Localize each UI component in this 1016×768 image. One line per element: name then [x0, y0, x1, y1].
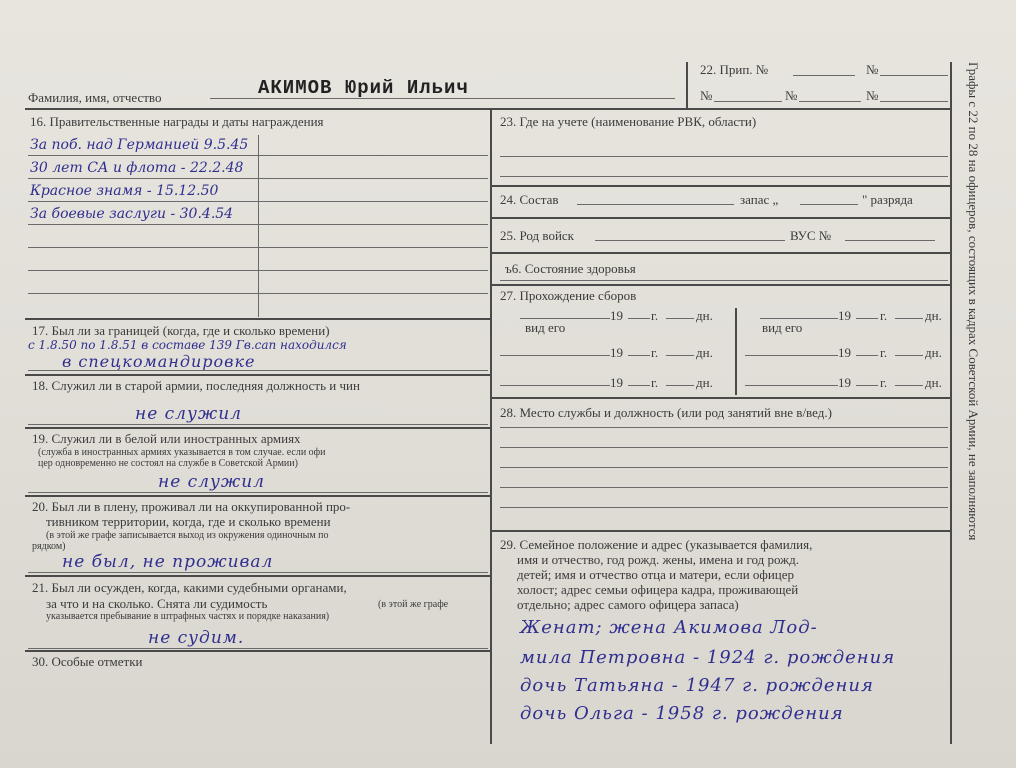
f24-rank-suffix: " разряда — [862, 192, 913, 207]
f25-label: 25. Род войск — [500, 228, 574, 243]
f18-label: 18. Служил ли в старой армии, последняя должность и чин — [32, 378, 360, 393]
f16-label: 16. Правительственные награды и даты награждения — [30, 114, 324, 129]
f16-column-divider — [258, 135, 259, 317]
fio-underline — [210, 98, 675, 99]
f29-label-line5: отдельно; адрес самого офицера запаса) — [517, 597, 739, 612]
f19-label: 19. Служил ли в белой или иностранных армиях — [32, 431, 301, 446]
f20-note-line1: (в этой же графе записывается выход из окружения одиночным по — [46, 530, 329, 541]
f27-kind-left: вид его — [525, 320, 566, 335]
f18-value: не служил — [135, 404, 242, 424]
center-divider — [490, 108, 492, 744]
f17-label: 17. Был ли за границей (когда, где и сколько времени) — [32, 323, 330, 338]
f28-label: 28. Место службы и должность (или род занятий вне в/вед.) — [500, 405, 832, 420]
f29-value-line3: дочь Татьяна - 1947 г. рождения — [520, 675, 874, 696]
f19-note-line1: (служба в иностранных армиях указывается в том случае. если офи — [38, 447, 326, 458]
f26-label: ъ6. Состояние здоровья — [505, 261, 636, 276]
f29-value-line2: мила Петровна - 1924 г. рождения — [520, 647, 896, 668]
award-1: За поб. над Германией 9.5.45 — [30, 137, 249, 153]
f25-vus: ВУС № — [790, 228, 832, 243]
f20-label-line1: 20. Был ли в плену, проживал ли на оккупированной про- — [32, 499, 351, 514]
f29-label-line4: холост; адрес семьи офицера кадра, проживающей — [517, 582, 799, 597]
side-note: Графы с 22 по 28 на офицеров, состоящих в кадрах Советской Армии, не заполняются — [966, 62, 981, 541]
f19-note-line2: цер одновременно не состоял на службе в Советской Армии) — [38, 458, 298, 469]
f21-label-line2: за что и на сколько. Снята ли судимость — [46, 596, 268, 611]
f20-label-line2: тивником территории, когда, где и сколько времени — [46, 514, 331, 529]
f29-label-line3: детей; имя и отчество отца и матери, если офицер — [517, 567, 795, 582]
f29-label-line1: 29. Семейное положение и адрес (указывается фамилия, — [500, 537, 813, 552]
f29-label-line2: имя и отчество, год рожд. жены, имена и год рожд. — [517, 552, 799, 567]
f27-column-divider — [735, 308, 737, 395]
header-bottom-rule — [25, 108, 950, 110]
f20-value: не был, не проживал — [62, 552, 274, 572]
award-4: За боевые заслуги - 30.4.54 — [30, 206, 234, 222]
f27-kind-right: вид его — [762, 320, 803, 335]
fio-value: АКИМОВ Юрий Ильич — [258, 77, 469, 99]
award-3: Красное знамя - 15.12.50 — [30, 183, 219, 199]
f29-value-line4: дочь Ольга - 1958 г. рождения — [520, 703, 844, 724]
f17-value-line2: в спецкомандировке — [62, 352, 256, 371]
f20-note-line2: рядком) — [32, 541, 66, 552]
header-divider — [686, 62, 688, 108]
service-record-card: Фамилия, имя, отчество АКИМОВ Юрий Ильич 22. Прип. № № № № № 16. Правительственные награды и даты награждения За поб. над Германией 9.5.45 30 лет СА и флота - 22.2.48 Красное знамя - 15.12.50 За боевые заслуги - 30.4.54 17. Был ли за границей (когда, где и сколько времени) с 1.8.50 по 1.8.51 в составе 139 Гв.сап находился в спецкомандировке 18. Служил ли в старой армии, последняя должность и чин не служил 19. Служил ли в белой или иностранных армиях (служба в иностранных армиях указывается в том случае. если офи цер одновременно не состоял на службе в Советской Армии) не служил 20. Был ли в плену, проживал ли на оккупированной про- тивником территории, когда, где и сколько времени (в этой же графе записывается выход из окружения одиночным по рядком) не был, не проживал 21. Был ли осужден, когда, какими судебными органами, за что и на сколько. Снята ли судимость (в этой же графе указывается пребывание в штрафных частях и порядке наказания) не судим. 30. Особые отметки 23. Где на учете (наименование РВК, области) 24. Состав запас „ " разряда 25. Род войск ВУС № ъ6. Состояние здоровья 27. Прохождение сборов 19 г. дн. вид его 19 г. дн. 19 г. дн. 19 г. дн. вид его 19 г. дн. 19 г. дн. 28. Место службы и должность (или род занятий вне в/вед.) 29. Семейное положение и адрес (указывается фамилия, имя и отчество, год рожд. жены, имена и год рожд. детей; имя и отчество отца и матери, если офицер холост; адрес семьи офицера кадра, проживающей отдельно; адрес самого офицера запаса) Женат; жена Акимова Лод- мила Петровна - 1924 г. рождения дочь Татьяна - 1947 г. рождения дочь Ольга - 1958 г. рождения Графы с 22 по 28 на офицеров, состоящих в кадрах Советской Армии, не заполняются — [0, 0, 1016, 768]
f17-value-line1: с 1.8.50 по 1.8.51 в составе 139 Гв.сап находился — [28, 338, 347, 352]
f21-label-note: (в этой же графе — [378, 599, 449, 610]
f24-label: 24. Состав — [500, 192, 559, 207]
award-2: 30 лет СА и флота - 22.2.48 — [30, 160, 244, 176]
f23-label: 23. Где на учете (наименование РВК, области) — [500, 114, 757, 129]
f24-reserve: запас „ — [740, 192, 779, 207]
f21-label-line1: 21. Был ли осужден, когда, какими судебными органами, — [32, 580, 347, 595]
right-border — [950, 62, 952, 744]
f21-note-line3: указывается пребывание в штрафных частях и порядке наказания) — [46, 611, 330, 622]
fio-label: Фамилия, имя, отчество — [28, 90, 162, 105]
f29-value-line1: Женат; жена Акимова Лод- — [520, 617, 818, 638]
f27-label: 27. Прохождение сборов — [500, 288, 637, 303]
f22-label: 22. Прип. № — [700, 62, 769, 77]
f30-label: 30. Особые отметки — [32, 654, 143, 669]
f21-value: не судим. — [148, 628, 245, 648]
f19-value: не служил — [158, 472, 265, 492]
